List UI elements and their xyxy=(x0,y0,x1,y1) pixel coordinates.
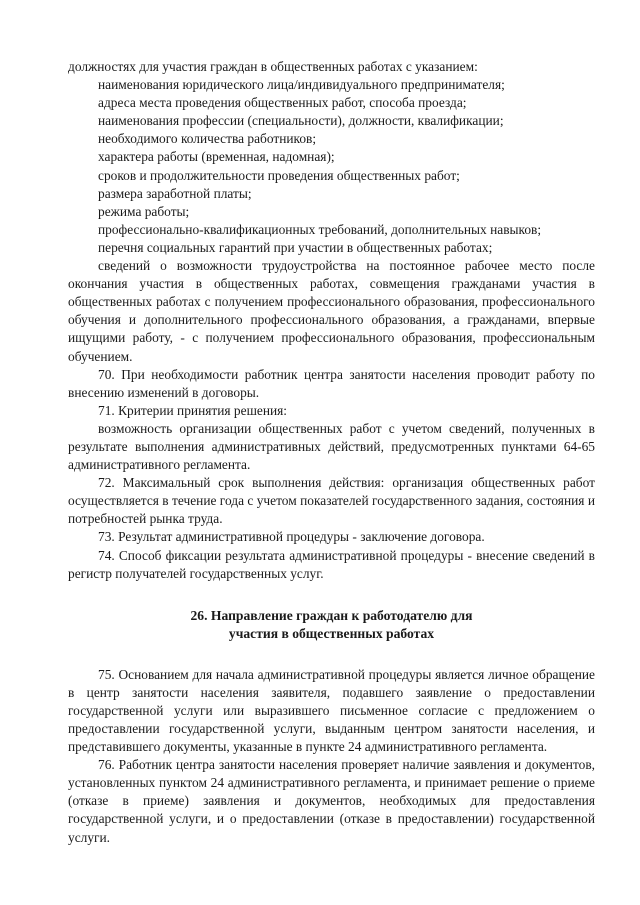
section-heading-line-1: 26. Направление граждан к работодателю для xyxy=(190,607,473,623)
paragraph-73: 73. Результат административной процедуры - заключение договора. xyxy=(98,529,485,545)
paragraph-72: 72. Максимальный срок выполнения действия: организация общественных работ осуществляется в течение года с учетом показателей государственного задания, состояния и потребностей рынка труда. xyxy=(68,475,595,527)
list-item: необходимого количества работников; xyxy=(98,131,317,147)
list-item: адреса места проведения общественных работ, способа проезда; xyxy=(98,95,467,111)
list-item: наименования профессии (специальности), должности, квалификации; xyxy=(98,113,504,129)
paragraph-74: 74. Способ фиксации результата административной процедуры - внесение сведений в регистр получателей государственных услуг. xyxy=(68,547,595,581)
list-item: сроков и продолжительности проведения общественных работ; xyxy=(98,167,460,183)
section-heading xyxy=(68,607,595,644)
paragraph-75: 75. Основанием для начала административной процедуры является личное обращение в центр занятости населения заявителя, подавшего заявление о предоставлении государственной услуги или выразившего письменное согласие с предложением о предоставлении государственной услуги, выданным центром занятости населения, и представившего документы, указанные в пункте 24 административного регламента. xyxy=(68,666,595,755)
list-item: профессионально-квалификационных требований, дополнительных навыков; xyxy=(98,221,542,237)
paragraph-71-criteria: возможность организации общественных работ с учетом сведений, полученных в результате выполнения административных действий, предусмотренных пунктами 64-65 административного регламента. xyxy=(68,420,595,473)
list-item: характера работы (временная, надомная); xyxy=(98,149,335,165)
paragraph-76: 76. Работник центра занятости населения проверяет наличие заявления и документов, установленных пунктом 24 административного регламента, и принимает решение о приеме (отказе в приеме) заявления и документов, необходимых для предоставления государственной услуги, и о предоставлении (отказе в предоставлении) государственной услуги. xyxy=(68,757,595,845)
document-page xyxy=(68,58,595,847)
paragraph-intro: должностях для участия граждан в общественных работах с указанием: xyxy=(68,59,478,74)
list-item: режима работы; xyxy=(98,203,190,219)
section-heading-line-2: участия в общественных работах xyxy=(228,626,435,642)
list-item: сведений о возможности трудоустройства на постоянное рабочее место после окончания участия в общественных работах, совмещения гражданами участия в общественных работах с получением профессионального образования, профессионального обучения и дополнительного профессионального образования, а гражданами, впервые ищущими работу, - с получением профессионального образования, профессиональным обучением. xyxy=(68,258,595,364)
paragraph-71: 71. Критерии принятия решения: xyxy=(98,402,288,418)
paragraph-70: 70. При необходимости работник центра занятости населения проводит работу по внесению изменений в договоры. xyxy=(68,366,595,400)
list-item: размера заработной платы; xyxy=(98,185,252,201)
list-item: наименования юридического лица/индивидуального предпринимателя; xyxy=(98,77,505,93)
list-item: перечня социальных гарантий при участии в общественных работах; xyxy=(98,239,493,255)
